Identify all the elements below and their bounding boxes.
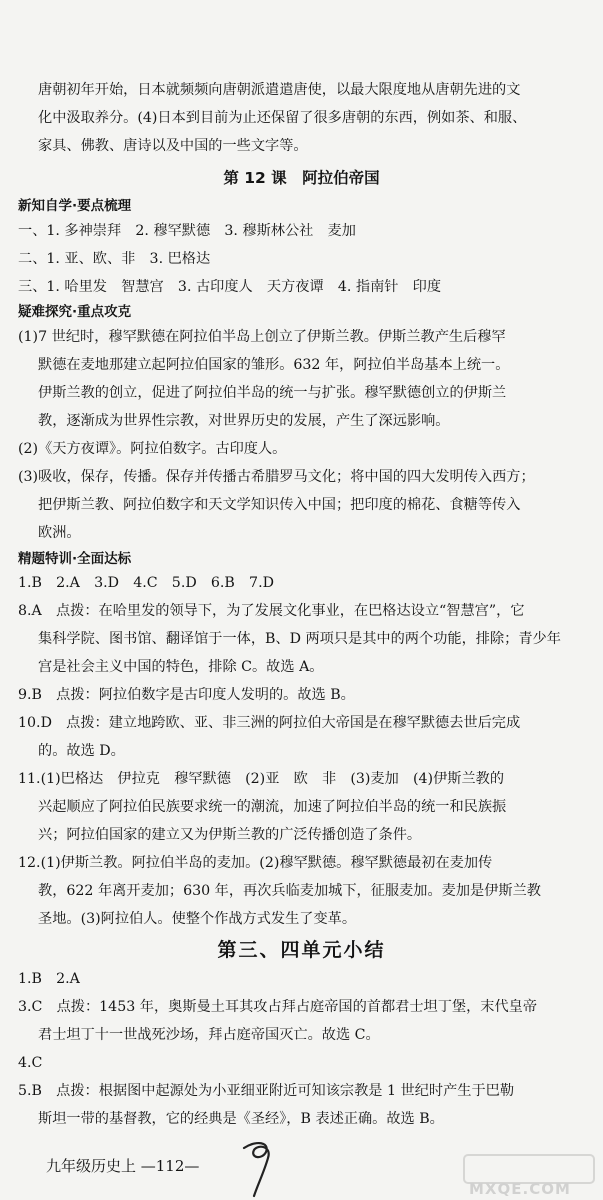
text-line: 家具、佛教、唐诗以及中国的一些文字等。 bbox=[38, 138, 308, 154]
text-line: 欧洲。 bbox=[38, 525, 81, 541]
text-line: 宫是社会主义中国的特色，排除 C。故选 A。 bbox=[38, 659, 324, 675]
section-heading: 新知自学·要点梳理 bbox=[18, 198, 132, 214]
section-heading: 精题特训·全面达标 bbox=[18, 551, 132, 567]
handwritten-mark bbox=[236, 1138, 282, 1198]
text-line: 1.B 2.A bbox=[18, 971, 80, 987]
text-line: (1)7 世纪时，穆罕默德在阿拉伯半岛上创立了伊斯兰教。伊斯兰教产生后穆罕 bbox=[18, 329, 506, 345]
text-line: 教，逐渐成为世界性宗教，对世界历史的发展，产生了深远影响。 bbox=[38, 413, 450, 429]
text-line: 9.B 点拨：阿拉伯数字是古印度人发明的。故选 B。 bbox=[18, 687, 355, 703]
text-line: 斯坦一带的基督教，它的经典是《圣经》，B 表述正确。故选 B。 bbox=[38, 1111, 444, 1127]
text-line: 12.(1)伊斯兰教。阿拉伯半岛的麦加。(2)穆罕默德。穆罕默德最初在麦加传 bbox=[18, 855, 493, 871]
text-line: 兴；阿拉伯国家的建立又为伊斯兰教的广泛传播创造了条件。 bbox=[38, 827, 422, 843]
text-line: 把伊斯兰教、阿拉伯数字和天文学知识传入中国；把印度的棉花、食糖等传入 bbox=[38, 497, 521, 513]
text-line: 君士坦丁十一世战死沙场，拜占庭帝国灭亡。故选 C。 bbox=[38, 1027, 380, 1043]
text-line: 化中汲取养分。(4)日本到目前为止还保留了很多唐朝的东西，例如茶、和服、 bbox=[38, 110, 527, 126]
text-line: 5.B 点拨：根据图中起源处为小亚细亚附近可知该宗教是 1 世纪时产生于巴勒 bbox=[18, 1083, 515, 1099]
text-line: 3.C 点拨：1453 年，奥斯曼土耳其攻占拜占庭帝国的首都君士坦丁堡，末代皇帝 bbox=[18, 999, 538, 1015]
text-line: 8.A 点拨：在哈里发的领导下，为了发展文化事业，在巴格达设立“智慧宫”，它 bbox=[18, 603, 525, 619]
text-line: 的。故选 D。 bbox=[38, 743, 125, 759]
unit-summary-title: 第三、四单元小结 bbox=[217, 939, 386, 961]
page-footer: 九年级历史上 —112— bbox=[46, 1157, 200, 1175]
text-line: 10.D 点拨：建立地跨欧、亚、非三洲的阿拉伯大帝国是在穆罕默德去世后完成 bbox=[18, 715, 521, 731]
watermark-text: MXQE.COM bbox=[469, 1180, 571, 1198]
text-line: 1.B 2.A 3.D 4.C 5.D 6.B 7.D bbox=[18, 575, 274, 591]
text-line: 11.(1)巴格达 伊拉克 穆罕默德 (2)亚 欧 非 (3)麦加 (4)伊斯兰教的 bbox=[18, 771, 505, 787]
section-heading: 疑难探究·重点攻克 bbox=[18, 304, 132, 320]
site-watermark bbox=[457, 1154, 597, 1198]
text-line: (2)《天方夜谭》。阿拉伯数字。古印度人。 bbox=[18, 441, 287, 457]
text-line: 集科学院、图书馆、翻译馆于一体，B、D 两项只是其中的两个功能，排除；青少年 bbox=[38, 631, 561, 647]
text-line: 教，622 年离开麦加；630 年，再次兵临麦加城下，征服麦加。麦加是伊斯兰教 bbox=[38, 883, 541, 899]
text-line: 伊斯兰教的创立，促进了阿拉伯半岛的统一与扩张。穆罕默德创立的伊斯兰 bbox=[38, 385, 507, 401]
text-line: 唐朝初年开始，日本就频频向唐朝派遣遣唐使，以最大限度地从唐朝先进的文 bbox=[38, 82, 521, 98]
text-line: 二、1. 亚、欧、非 3. 巴格达 bbox=[18, 251, 211, 267]
text-line: (3)吸收，保存，传播。保存并传播古希腊罗马文化；将中国的四大发明传入西方； bbox=[18, 469, 535, 485]
text-line: 一、1. 多神崇拜 2. 穆罕默德 3. 穆斯林公社 麦加 bbox=[18, 223, 356, 239]
text-line: 默德在麦地那建立起阿拉伯国家的雏形。632 年，阿拉伯半岛基本上统一。 bbox=[38, 357, 510, 373]
text-line: 兴起顺应了阿拉伯民族要求统一的潮流，加速了阿拉伯半岛的统一和民族振 bbox=[38, 799, 507, 815]
text-line: 三、1. 哈里发 智慧宫 3. 古印度人 天方夜谭 4. 指南针 印度 bbox=[18, 279, 442, 295]
text-line: 4.C bbox=[18, 1055, 43, 1071]
text-line: 圣地。(3)阿拉伯人。使整个作战方式发生了变革。 bbox=[38, 911, 357, 927]
lesson-title: 第 12 课 阿拉伯帝国 bbox=[223, 169, 380, 187]
